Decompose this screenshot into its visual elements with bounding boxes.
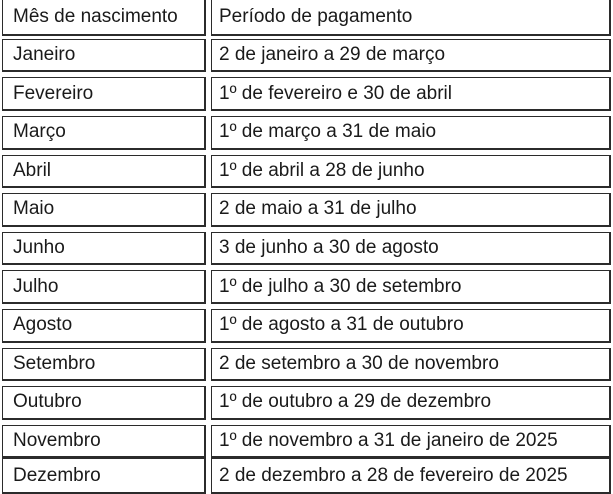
- payment-period-cell: 1º de abril a 28 de junho: [211, 155, 611, 189]
- table-row: [0, 456, 613, 494]
- table-row: [0, 153, 613, 192]
- table-row: [0, 114, 613, 153]
- header-birth-month: Mês de nascimento: [2, 0, 206, 36]
- table-header-row: [0, 0, 613, 39]
- birth-month-cell: Abril: [2, 155, 206, 189]
- payment-period-cell: 1º de março a 31 de maio: [211, 116, 611, 150]
- birth-month-cell: Setembro: [2, 348, 206, 382]
- payment-period-cell: 2 de janeiro a 29 de março: [211, 39, 611, 73]
- birth-month-cell: Dezembro: [2, 458, 206, 494]
- table-row: [0, 75, 613, 114]
- birth-month-cell: Janeiro: [2, 39, 206, 73]
- table-row: [0, 230, 613, 269]
- birth-month-cell: Maio: [2, 193, 206, 227]
- payment-period-cell: 1º de fevereiro e 30 de abril: [211, 77, 611, 111]
- payment-period-cell: 2 de setembro a 30 de novembro: [211, 348, 611, 382]
- payment-period-cell: 1º de julho a 30 de setembro: [211, 270, 611, 304]
- birth-month-cell: Julho: [2, 270, 206, 304]
- table-row: [0, 191, 613, 230]
- birth-month-cell: Fevereiro: [2, 77, 206, 111]
- payment-period-cell: 2 de dezembro a 28 de fevereiro de 2025: [211, 458, 611, 494]
- table-row: [0, 268, 613, 307]
- table-row: [0, 346, 613, 385]
- payment-period-cell: 1º de outubro a 29 de dezembro: [211, 386, 611, 420]
- birth-month-cell: Novembro: [2, 425, 206, 459]
- birth-month-cell: Junho: [2, 232, 206, 266]
- birth-month-cell: Outubro: [2, 386, 206, 420]
- table-row: [0, 37, 613, 76]
- header-payment-period: Período de pagamento: [211, 0, 611, 36]
- table-row: [0, 384, 613, 423]
- birth-month-cell: Agosto: [2, 309, 206, 343]
- payment-period-cell: 3 de junho a 30 de agosto: [211, 232, 611, 266]
- table-row: [0, 307, 613, 346]
- payment-period-cell: 1º de agosto a 31 de outubro: [211, 309, 611, 343]
- payment-period-cell: 1º de novembro a 31 de janeiro de 2025: [211, 425, 611, 459]
- birth-month-cell: Março: [2, 116, 206, 150]
- payment-period-cell: 2 de maio a 31 de julho: [211, 193, 611, 227]
